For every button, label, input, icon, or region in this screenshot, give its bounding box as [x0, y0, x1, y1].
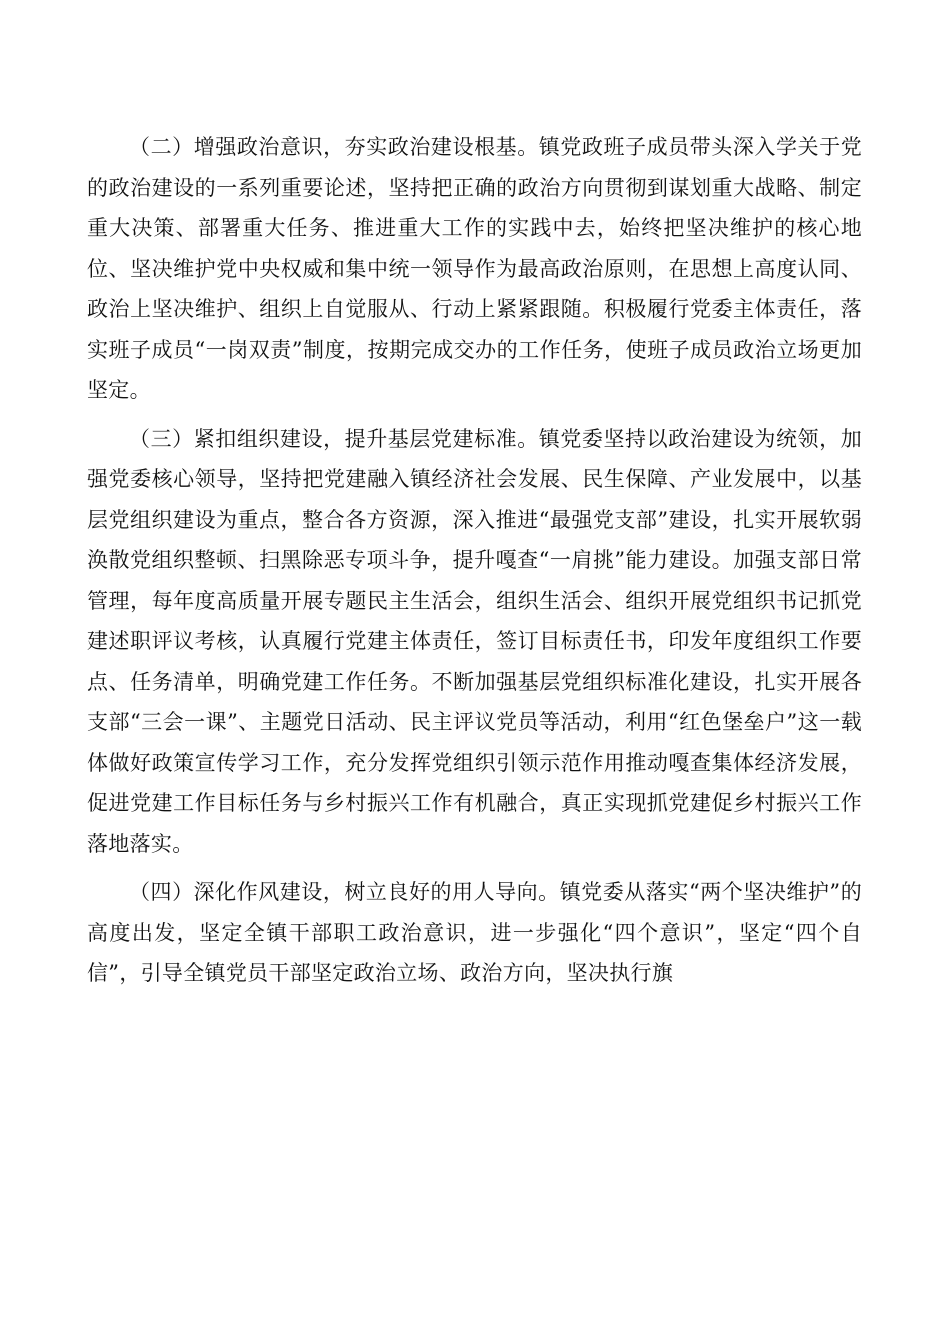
paragraph-political-awareness: （二）增强政治意识，夯实政治建设根基。镇党政班子成员带头深入学关于党的政治建设的一系列重要论述，坚持把正确的政治方向贯彻到谋划重大战略、制定重大决策、部署重大任务、推进重大工作的实践中去，始终把坚决维护的核心地位、坚决维护党中央权威和集中统一领导作为最高政治原则，在思想上高度认同、政治上坚决维护、组织上自觉服从、行动上紧紧跟随。积极履行党委主体责任，落实班子成员“一岗双责”制度，按期完成交办的工作任务，使班子成员政治立场更加坚定。	[87, 135, 862, 402]
document-body	[87, 127, 862, 994]
paragraph-work-style: （四）深化作风建设，树立良好的用人导向。镇党委从落实“两个坚决维护”的高度出发，坚定全镇干部职工政治意识，进一步强化“四个意识”，坚定“四个自信”，引导全镇党员干部坚定政治立场、政治方向，坚决执行旗	[87, 880, 862, 985]
paragraph-organization-building: （三）紧扣组织建设，提升基层党建标准。镇党委坚持以政治建设为统领，加强党委核心领导，坚持把党建融入镇经济社会发展、民生保障、产业发展中，以基层党组织建设为重点，整合各方资源，深入推进“最强党支部”建设，扎实开展软弱涣散党组织整顿、扫黑除恶专项斗争，提升嘎查“一肩挑”能力建设。加强支部日常管理，每年度高质量开展专题民主生活会，组织生活会、组织开展党组织书记抓党建述职评议考核，认真履行党建主体责任，签订目标责任书，印发年度组织工作要点、任务清单，明确党建工作任务。不断加强基层党组织标准化建设，扎实开展各支部“三会一课”、主题党日活动、民主评议党员等活动，利用“红色堡垒户”这一载体做好政策宣传学习工作，充分发挥党组织引领示范作用推动嘎查集体经济发展，促进党建工作目标任务与乡村振兴工作有机融合，真正实现抓党建促乡村振兴工作落地落实。	[87, 426, 862, 856]
